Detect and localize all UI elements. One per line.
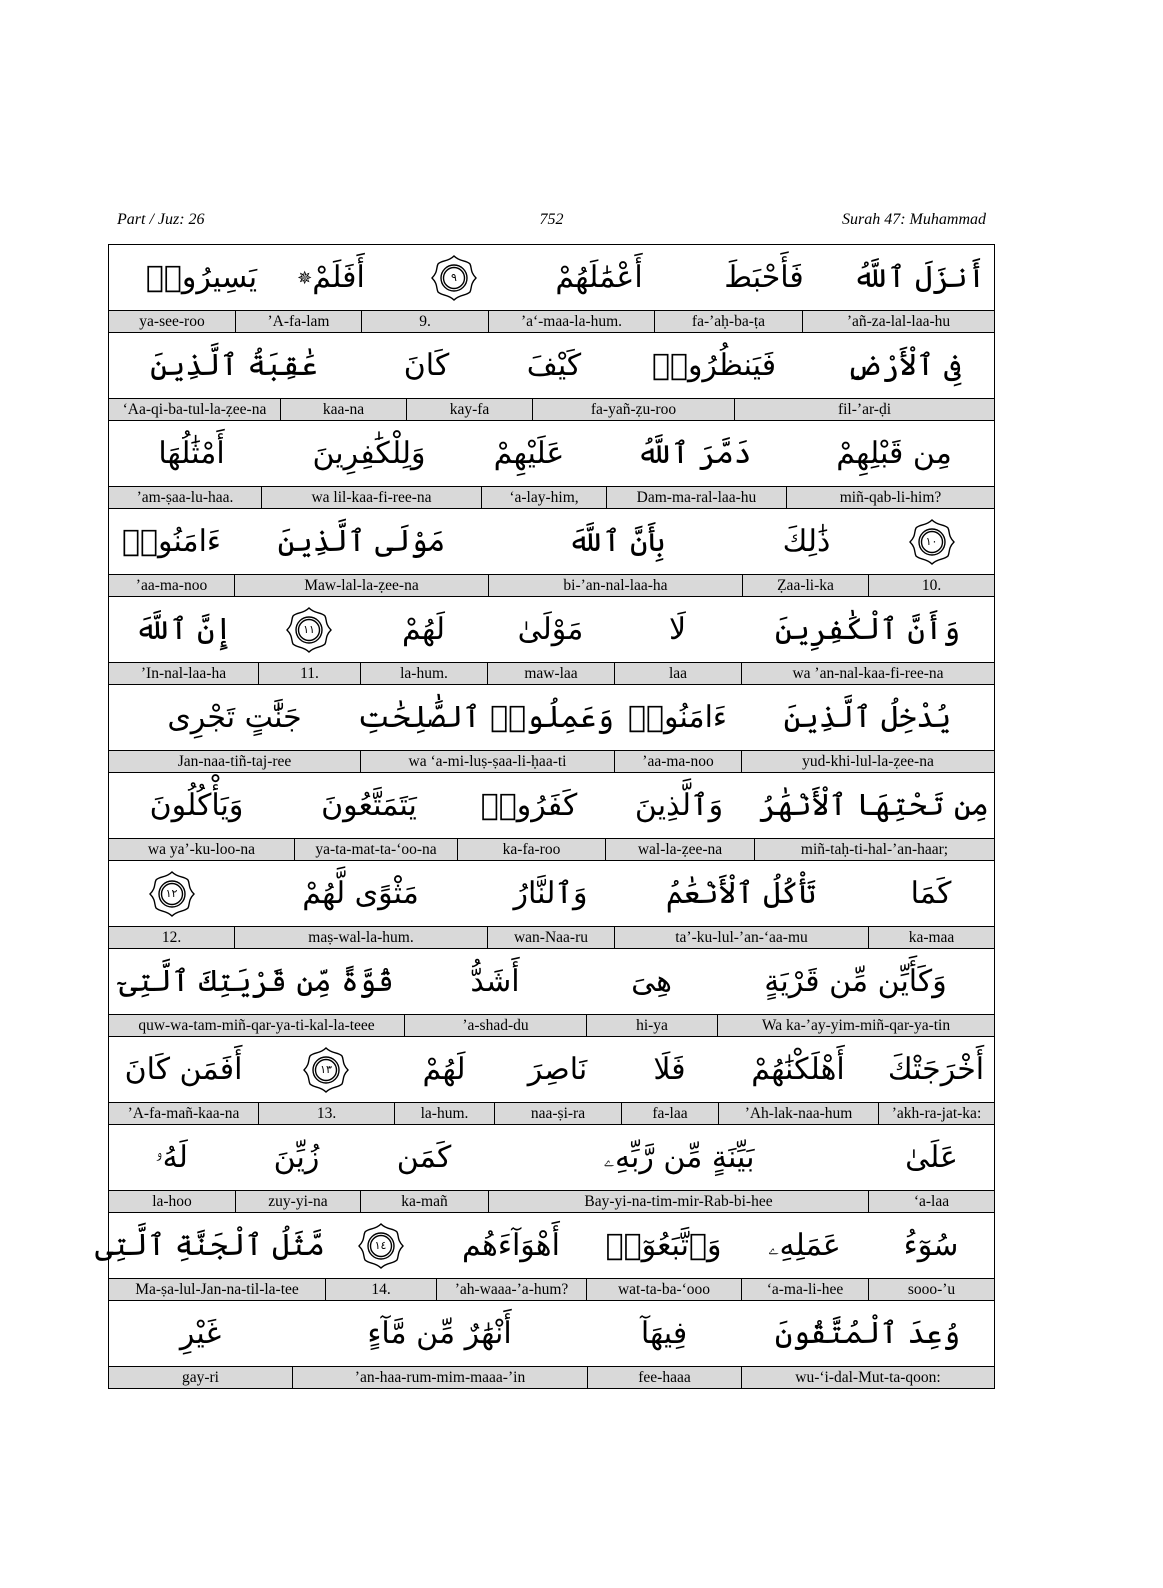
arabic-row bbox=[109, 685, 994, 750]
verse-row bbox=[109, 333, 994, 421]
verse-row bbox=[94, 1213, 994, 1301]
arabic-word: مَوْلَى ٱلَّذِينَ bbox=[277, 523, 446, 559]
transliteration-cell: la-hum. bbox=[394, 1103, 494, 1124]
transliteration-row bbox=[109, 574, 994, 596]
verse-row bbox=[109, 245, 994, 333]
arabic-word: فَيَنظُرُوا۟ bbox=[651, 347, 777, 383]
transliteration-cell: miñ-qab-li-him? bbox=[786, 487, 994, 508]
transliteration-cell: wu-ʻi-dal-Mut-ta-qoon: bbox=[741, 1367, 994, 1388]
arabic-row bbox=[109, 245, 994, 310]
transliteration-cell: 14. bbox=[325, 1279, 436, 1300]
arabic-word: وُعِدَ ٱلْمُتَّقُونَ bbox=[774, 1315, 961, 1351]
ayah-number: ١١ bbox=[303, 622, 315, 636]
arabic-word: عَلَيْهِمْ bbox=[493, 435, 565, 471]
rub-el-hizb-icon: ✵ bbox=[297, 267, 313, 289]
arabic-word: وَٱلَّذِينَ bbox=[634, 787, 724, 823]
arabic-word: أَهْلَكْنَٰهُمْ bbox=[751, 1051, 845, 1087]
arabic-word: عَلَىٰ bbox=[905, 1139, 958, 1175]
page-number: 752 bbox=[539, 211, 564, 228]
ayah-end-medallion bbox=[258, 1046, 394, 1094]
transliteration-cell: Maw-lal-la-ẓee-na bbox=[234, 575, 488, 596]
transliteration-cell: fa-yañ-ẓu-roo bbox=[532, 399, 734, 420]
arabic-word: زُيِّنَ bbox=[273, 1139, 320, 1175]
transliteration-cell: Wa ka-ʼay-yim-miñ-qar-ya-tin bbox=[717, 1015, 994, 1036]
transliteration-cell: fa-ʼaḥ-ba-ṭa bbox=[654, 311, 802, 332]
transliteration-row bbox=[109, 1190, 994, 1212]
transliteration-cell: quw-wa-tam-miñ-qar-ya-ti-kal-la-teee bbox=[138, 1017, 375, 1034]
transliteration-cell: 11. bbox=[258, 663, 360, 684]
transliteration-cell: maw-laa bbox=[487, 663, 614, 684]
arabic-word: يَسِيرُوا۟ bbox=[145, 259, 258, 295]
transliteration-cell: fee-haaa bbox=[587, 1367, 741, 1388]
transliteration-cell: miñ-taḥ-ti-hal-ʼan-haar; bbox=[754, 839, 994, 860]
ayah-end-medallion bbox=[325, 1222, 436, 1270]
arabic-word: وَأَنَّ ٱلْكَٰفِرِينَ bbox=[774, 611, 961, 647]
arabic-row bbox=[109, 773, 994, 838]
arabic-word: ءَامَنُوا۟ bbox=[121, 523, 222, 559]
arabic-word: بَيِّنَةٍ مِّن رَّبِّهِۦ bbox=[603, 1139, 755, 1175]
arabic-word: مِن قَبْلِهِمْ bbox=[836, 435, 952, 471]
verse-row bbox=[109, 685, 994, 773]
arabic-word: مِن تَحْتِهَا ٱلْأَنْهَٰرُ bbox=[758, 787, 989, 823]
arabic-word: مَوْلَىٰ bbox=[517, 611, 584, 647]
verse-row bbox=[109, 421, 994, 509]
transliteration-cell: Bay-yi-na-tim-mir-Rab-bi-hee bbox=[488, 1191, 868, 1212]
transliteration-cell: ʼan-haa-rum-mim-maaa-ʼin bbox=[292, 1367, 587, 1388]
transliteration-cell: ʼAh-lak-naa-hum bbox=[718, 1103, 878, 1124]
transliteration-cell: kay-fa bbox=[406, 399, 532, 420]
arabic-word: أَنزَلَ ٱللَّهُ bbox=[852, 259, 986, 295]
arabic-word: أَعْمَٰلَهُمْ bbox=[555, 259, 643, 295]
arabic-word: وَعَمِلُوا۟ ٱلصَّٰلِحَٰتِ bbox=[357, 699, 614, 735]
transliteration-cell: ʻa-ma-li-hee bbox=[741, 1279, 868, 1300]
transliteration-cell: gay-ri bbox=[181, 1369, 219, 1386]
transliteration-cell: ʻAa-qi-ba-tul-la-ẓee-na bbox=[122, 401, 267, 418]
arabic-word: أَشَدُّ bbox=[470, 963, 520, 999]
transliteration-cell: ʼam-ṣaa-lu-haa. bbox=[136, 489, 234, 506]
arabic-word: لَا bbox=[668, 611, 687, 647]
arabic-word: تَأْكُلُ ٱلْأَنْعَٰمُ bbox=[665, 875, 817, 911]
arabic-row bbox=[109, 861, 994, 926]
transliteration-cell: hi-ya bbox=[586, 1015, 717, 1036]
transliteration-cell: wa ʼan-nal-kaa-fi-ree-na bbox=[741, 663, 994, 684]
transliteration-row bbox=[109, 750, 994, 772]
transliteration-cell: ʻa-lay-him, bbox=[481, 487, 606, 508]
arabic-word: كَانَ bbox=[403, 347, 450, 383]
transliteration-row bbox=[109, 1102, 994, 1124]
transliteration-cell: ʼaa-ma-noo bbox=[614, 751, 741, 772]
ayah-end-medallion bbox=[869, 518, 994, 566]
ayah-end-medallion bbox=[394, 254, 514, 302]
transliteration-cell: ya-ta-mat-ta-ʻoo-na bbox=[294, 839, 457, 860]
arabic-word: يَتَمَتَّعُونَ bbox=[321, 787, 417, 823]
transliteration-cell: yud-khi-lul-la-ẓee-na bbox=[741, 751, 994, 772]
transliteration-cell: sooo-ʼu bbox=[868, 1279, 994, 1300]
arabic-word: وَكَأَيِّن مِّن قَرْيَةٍ bbox=[764, 963, 947, 999]
transliteration-cell: ʼA-fa-mañ-kaa-na bbox=[127, 1105, 240, 1122]
arabic-word: لَهُمْ bbox=[402, 611, 445, 647]
transliteration-cell: kaa-na bbox=[280, 399, 406, 420]
arabic-row bbox=[109, 1301, 994, 1366]
transliteration-cell: ʻa-laa bbox=[868, 1191, 994, 1212]
transliteration-cell: Dam-ma-ral-laa-hu bbox=[606, 487, 786, 508]
arabic-word: ءَامَنُوا۟ bbox=[627, 699, 728, 735]
ayah-number: ١٢ bbox=[165, 886, 178, 900]
ayah-number: ١٠ bbox=[925, 534, 938, 548]
arabic-word: عَمَلِهِۦ bbox=[768, 1227, 841, 1263]
transliteration-row bbox=[109, 1014, 994, 1036]
transliteration-cell: ka-maa bbox=[868, 927, 994, 948]
arabic-word: سُوٓءُ bbox=[903, 1227, 959, 1263]
transliteration-row bbox=[109, 662, 994, 684]
arabic-word: نَاصِرَ bbox=[527, 1051, 588, 1087]
arabic-word: بِأَنَّ ٱللَّهَ bbox=[567, 523, 666, 559]
transliteration-cell: 9. bbox=[361, 311, 488, 332]
transliteration-cell: la-hum. bbox=[360, 663, 487, 684]
transliteration-cell: Ma-ṣa-lul-Jan-na-til-la-tee bbox=[135, 1281, 299, 1298]
transliteration-cell: fa-laa bbox=[621, 1103, 718, 1124]
arabic-row bbox=[109, 509, 994, 574]
arabic-row bbox=[94, 1213, 994, 1278]
surah-label: Surah 47: Muhammad bbox=[842, 211, 986, 228]
arabic-word: فَلَا bbox=[653, 1051, 686, 1087]
arabic-word: غَيْرِ bbox=[179, 1315, 222, 1351]
arabic-word: كَمَا bbox=[910, 875, 952, 911]
transliteration-cell: ʼaʻ-maa-la-hum. bbox=[488, 311, 654, 332]
arabic-word: إِنَّ ٱللَّهَ bbox=[134, 611, 233, 647]
ayah-medallion-icon bbox=[285, 606, 333, 654]
arabic-word: كَمَن bbox=[396, 1139, 452, 1175]
ayah-number: ١٤ bbox=[374, 1238, 387, 1252]
arabic-row bbox=[109, 949, 994, 1014]
transliteration-row bbox=[109, 398, 994, 420]
transliteration-row bbox=[109, 926, 994, 948]
arabic-word: أَمْثَٰلُهَا bbox=[158, 435, 225, 471]
arabic-word: أَهْوَآءَهُم bbox=[462, 1227, 560, 1263]
word-by-word-grid bbox=[94, 244, 995, 1389]
transliteration-cell: Ẓaa-li-ka bbox=[742, 575, 868, 596]
ayah-medallion-icon bbox=[302, 1046, 350, 1094]
arabic-word: وَيَأْكُلُونَ bbox=[149, 787, 244, 823]
transliteration-cell: Jan-naa-tiñ-taj-ree bbox=[177, 753, 292, 770]
transliteration-cell: wat-ta-ba-ʻooo bbox=[586, 1279, 741, 1300]
transliteration-row bbox=[109, 310, 994, 332]
transliteration-cell: la-hoo bbox=[152, 1193, 192, 1210]
transliteration-cell: 13. bbox=[258, 1103, 394, 1124]
transliteration-cell: laa bbox=[614, 663, 741, 684]
transliteration-cell: wa ʻa-mi-luṣ-ṣaa-li-ḥaa-ti bbox=[360, 751, 614, 772]
ayah-medallion-icon bbox=[908, 518, 956, 566]
arabic-word: كَيْفَ bbox=[526, 347, 582, 383]
arabic-word: لَهُمْ bbox=[422, 1051, 466, 1087]
transliteration-cell: ʼah-waaa-ʼa-hum? bbox=[436, 1279, 586, 1300]
arabic-word: وَٱتَّبَعُوٓا۟ bbox=[605, 1227, 722, 1263]
transliteration-row bbox=[109, 1278, 994, 1300]
arabic-word: أَفَمَن كَانَ bbox=[124, 1051, 243, 1087]
arabic-word: يُدْخِلُ ٱلَّذِينَ bbox=[783, 699, 952, 735]
ayah-medallion-icon bbox=[148, 870, 196, 918]
transliteration-cell: wan-Naa-ru bbox=[487, 927, 614, 948]
transliteration-cell: taʼ-ku-lul-ʼan-ʻaa-mu bbox=[614, 927, 868, 948]
transliteration-cell: wa lil-kaa-fi-ree-na bbox=[261, 487, 481, 508]
transliteration-cell: naa-ṣi-ra bbox=[494, 1103, 621, 1124]
transliteration-cell: ya-see-roo bbox=[139, 313, 205, 330]
verse-row bbox=[109, 861, 994, 949]
transliteration-cell: ʼakh-ra-jat-ka: bbox=[878, 1103, 994, 1124]
ayah-medallion-icon bbox=[357, 1222, 405, 1270]
arabic-word: وَٱلنَّارُ bbox=[513, 875, 588, 911]
verse-row bbox=[109, 949, 994, 1037]
page-header bbox=[108, 211, 995, 233]
arabic-word: فِى ٱلْأَرْضِ bbox=[846, 347, 962, 383]
arabic-word: مَّثَلُ ٱلْجَنَّةِ ٱلَّتِى bbox=[94, 1227, 325, 1263]
transliteration-cell: ʼa-shad-du bbox=[404, 1015, 586, 1036]
arabic-word: قُوَّةً مِّن قَرْيَتِكَ ٱلَّتِىٓ bbox=[119, 963, 394, 999]
arabic-row bbox=[109, 1125, 994, 1190]
transliteration-row bbox=[109, 1366, 994, 1388]
arabic-word: فِيهَآ bbox=[640, 1315, 688, 1351]
arabic-word: أَنْهَٰرٌ مِّن مَّآءٍ bbox=[367, 1315, 512, 1351]
transliteration-cell: ʼIn-nal-laa-ha bbox=[140, 665, 227, 682]
arabic-word: هِىَ bbox=[631, 963, 672, 999]
transliteration-cell: 12. bbox=[161, 929, 182, 946]
arabic-row bbox=[109, 597, 994, 662]
transliteration-cell: ka-fa-roo bbox=[457, 839, 605, 860]
arabic-word: جَنَّٰتٍ تَجْرِى bbox=[167, 699, 302, 735]
arabic-word: دَمَّرَ ٱللَّهُ bbox=[636, 435, 752, 471]
arabic-word: ذَٰلِكَ bbox=[782, 523, 831, 559]
arabic-word: مَثْوًى لَّهُمْ bbox=[302, 875, 419, 911]
arabic-word: عَٰقِبَةُ ٱلَّذِينَ bbox=[150, 347, 318, 383]
transliteration-row bbox=[109, 486, 994, 508]
verse-row bbox=[109, 1301, 994, 1389]
arabic-word: فَأَحْبَطَ bbox=[724, 259, 804, 295]
arabic-word: لَهُۥ bbox=[155, 1139, 188, 1175]
transliteration-cell: ʼA-fa-lam bbox=[235, 311, 361, 332]
verse-row bbox=[109, 1125, 994, 1213]
arabic-word: كَفَرُوا۟ bbox=[480, 787, 578, 823]
verse-row bbox=[109, 597, 994, 685]
transliteration-cell: fil-ʼar-ḍi bbox=[734, 399, 994, 420]
ayah-end-medallion bbox=[258, 606, 360, 654]
transliteration-cell: ʼañ-za-lal-laa-hu bbox=[802, 311, 994, 332]
transliteration-cell: ʼaa-ma-noo bbox=[135, 577, 208, 594]
verse-row bbox=[109, 509, 994, 597]
arabic-word: أَفَلَمْ✵ bbox=[297, 259, 365, 295]
arabic-row bbox=[109, 421, 994, 486]
transliteration-cell: wal-la-ẓee-na bbox=[605, 839, 754, 860]
transliteration-cell: wa yaʼ-ku-loo-na bbox=[147, 841, 256, 858]
arabic-row bbox=[109, 333, 994, 398]
ayah-number: ١٣ bbox=[320, 1062, 332, 1076]
transliteration-cell: ka-mañ bbox=[360, 1191, 488, 1212]
verse-row bbox=[109, 1037, 994, 1125]
verse-row bbox=[109, 773, 994, 861]
arabic-row bbox=[109, 1037, 994, 1102]
ayah-end-medallion bbox=[109, 870, 234, 918]
transliteration-cell: zuy-yi-na bbox=[235, 1191, 360, 1212]
arabic-word: أَخْرَجَتْكَ bbox=[887, 1051, 985, 1087]
transliteration-cell: 10. bbox=[868, 575, 994, 596]
ayah-number: ٩ bbox=[451, 270, 457, 284]
ayah-medallion-icon bbox=[430, 254, 478, 302]
transliteration-cell: bi-ʼan-nal-laa-ha bbox=[488, 575, 742, 596]
transliteration-row bbox=[109, 838, 994, 860]
arabic-word: وَلِلْكَٰفِرِينَ bbox=[312, 435, 426, 471]
juz-label: Part / Juz: 26 bbox=[117, 211, 205, 228]
transliteration-cell: maṣ-wal-la-hum. bbox=[234, 927, 487, 948]
